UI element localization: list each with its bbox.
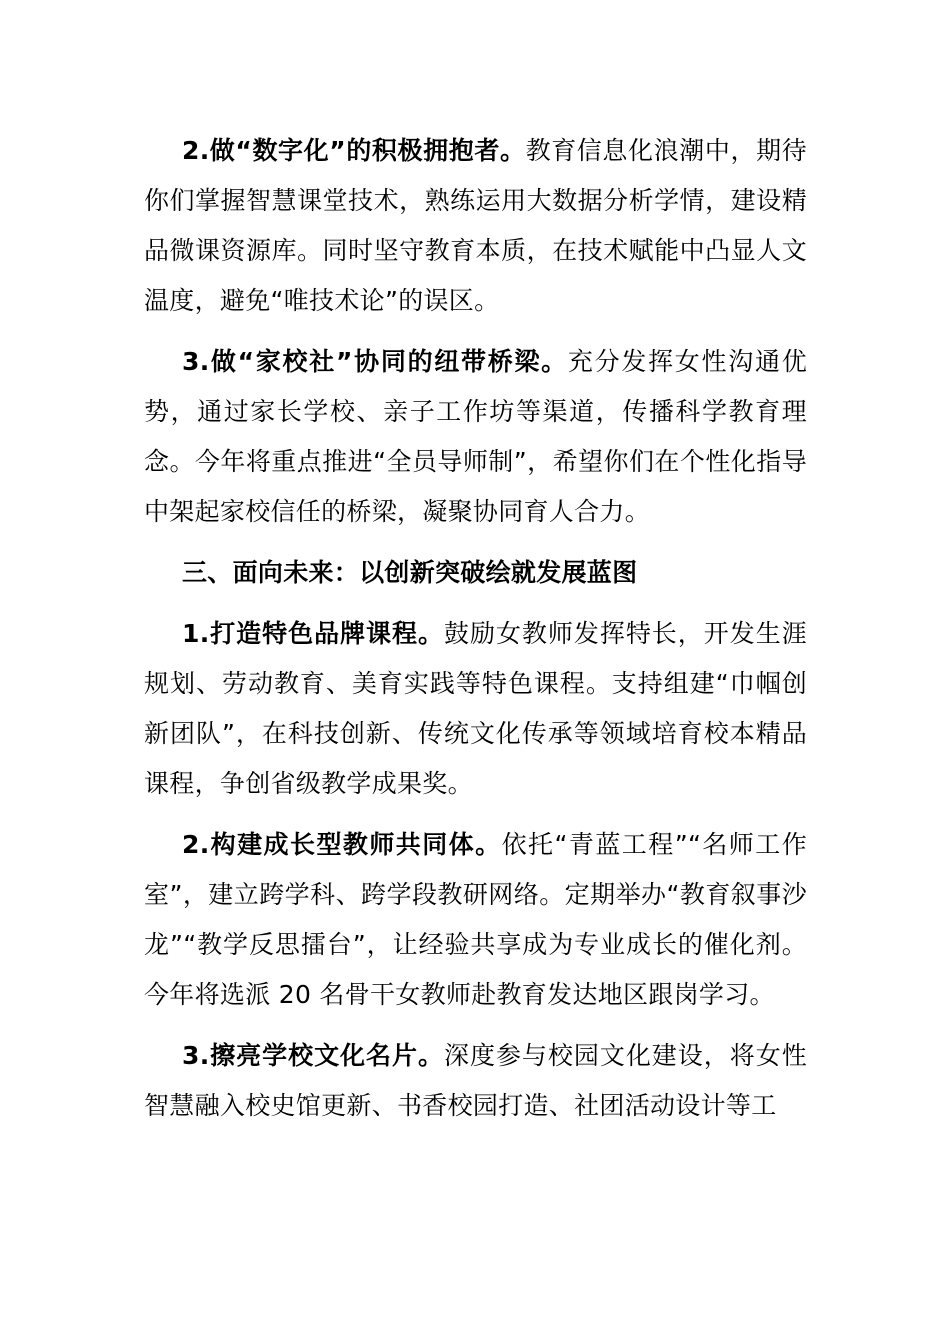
- paragraph-body: 鼓励女教师发挥特长，开发生涯规划、劳动教育、美育实践等特色课程。支持组建“巾帼创新团队”，在科技创新、传统文化传承等领域培育校本精品课程，争创省级教学成果奖。: [144, 619, 807, 798]
- paragraph-lead: 2.构建成长型教师共同体。: [182, 830, 502, 859]
- document-page: [144, 126, 807, 1142]
- paragraph-body: 教育信息化浪潮中，期待你们掌握智慧课堂技术，熟练运用大数据分析学情，建设精品微课资源库。同时坚守教育本质，在技术赋能中凸显人文温度，避免“唯技术论”的误区。: [144, 136, 807, 315]
- paragraph-body: 充分发挥女性沟通优势，通过家长学校、亲子工作坊等渠道，传播科学教育理念。今年将重点推进“全员导师制”，希望你们在个性化指导中架起家校信任的桥梁，凝聚协同育人合力。: [144, 347, 807, 526]
- paragraph-body: 依托“青蓝工程”“名师工作室”，建立跨学科、跨学段教研网络。定期举办“教育叙事沙龙”“教学反思擂台”，让经验共享成为专业成长的催化剂。今年将选派 20 名骨干女教师赴教育发达地区跟岗学习。: [144, 830, 807, 1009]
- paragraph-body: 深度参与校园文化建设，将女性智慧融入校史馆更新、书香校园打造、社团活动设计等工: [144, 1041, 807, 1120]
- paragraph-lead: 1.打造特色品牌课程。: [182, 619, 444, 648]
- paragraph-lead: 3.做“家校社”协同的纽带桥梁。: [182, 347, 568, 376]
- paragraph-home-school-community: [144, 337, 807, 537]
- paragraph-featured-courses: [144, 609, 807, 809]
- paragraph-digitalization: [144, 126, 807, 326]
- paragraph-lead: 2.做“数字化”的积极拥抱者。: [182, 136, 526, 165]
- paragraph-school-culture: [144, 1031, 807, 1131]
- paragraph-teacher-community: [144, 820, 807, 1020]
- paragraph-lead: 3.擦亮学校文化名片。: [182, 1041, 444, 1070]
- section-heading: 三、面向未来：以创新突破绘就发展蓝图: [182, 558, 638, 587]
